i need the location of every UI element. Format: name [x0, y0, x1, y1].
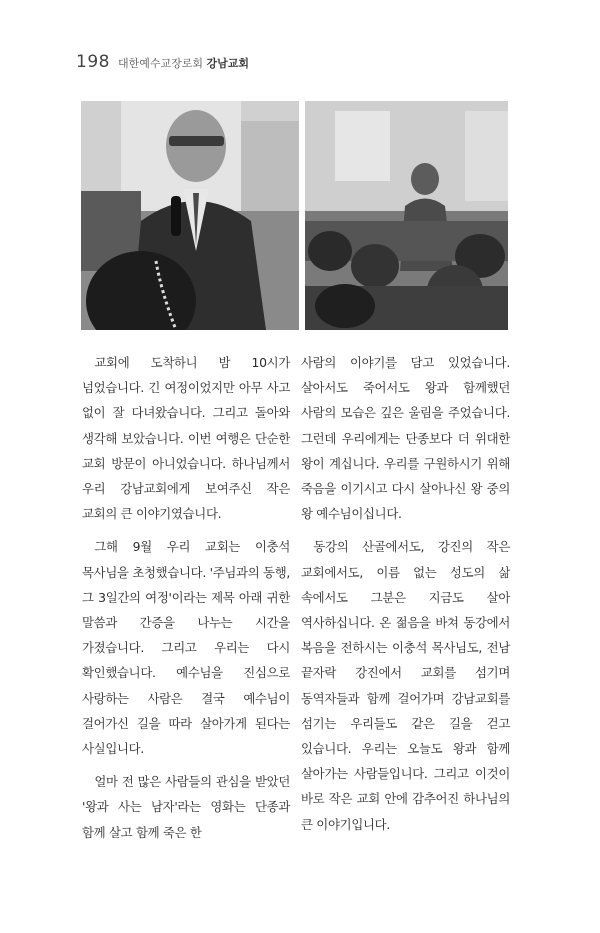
paragraph: 동강의 산골에서도, 강진의 작은 교회에서도, 이름 없는 성도의 삶 속에서도 그분은 지금도 살아 역사하십니다. 온 젊음을 바쳐 동강에서 복음을 전하시는 이충석 목사님도, 전남 끝자락 강진에서 교회를 섬기며 동역자들과 함께 걸어가며 강남교회를 섬기는 우리들도 같은 길을 걷고 있습니다. 우리는 오늘도 왕과 함께 살아가는 사람들입니다. 그리고 이것이 바로 작은 교회 안에 감추어진 하나님의 큰 이야기입니다.	[301, 539, 510, 832]
paragraph: 사람의 이야기를 담고 있었습니다. 살아서도 죽어서도 왕과 함께했던 사람의 모습은 깊은 울림을 주었습니다. 그런데 우리에게는 단종보다 더 위대한 왕이 계십니다. 우리를 구원하시기 위해 죽음을 이기시고 다시 살아나신 왕 중의 왕 예수님이십니다.	[301, 355, 510, 522]
congregation-photo	[305, 101, 508, 330]
paragraph: 그해 9월 우리 교회는 이충석 목사님을 초청했습니다. '주님과의 동행, 그 3일간의 여정'이라는 제목 아래 귀한 말씀과 간증을 나누는 시간을 가졌습니다. 그리고 우리는 다시 확인했습니다. 예수님을 진심으로 사랑하는 사람은 결국 예수님이 걸어가신 길을 따라 살아가게 된다는 사실입니다.	[82, 539, 291, 757]
church-name: 강남교회	[206, 57, 249, 70]
page-number: 198	[76, 52, 110, 72]
paragraph: 교회에 도착하니 밤 10시가 넘었습니다. 긴 여정이었지만 아무 사고 없이 잘 다녀왔습니다. 그리고 돌아와 생각해 보았습니다. 이번 여행은 단순한 교회 방문이 아니었습니다. 하나님께서 우리 강남교회에게 보여주신 작은 교회의 큰 이야기였습니다.	[82, 355, 290, 522]
running-title	[118, 55, 249, 71]
book-title: 대한예수교장로회	[117, 57, 203, 70]
right-text-column	[301, 350, 510, 837]
pastor-speaking-photo	[81, 101, 299, 330]
left-text-column	[82, 350, 290, 845]
running-header	[76, 52, 249, 72]
paragraph: 얼마 전 많은 사람들의 관심을 받았던 '왕과 사는 남자'라는 영화는 단종과 함께 살고 함께 죽은 한	[82, 774, 290, 840]
